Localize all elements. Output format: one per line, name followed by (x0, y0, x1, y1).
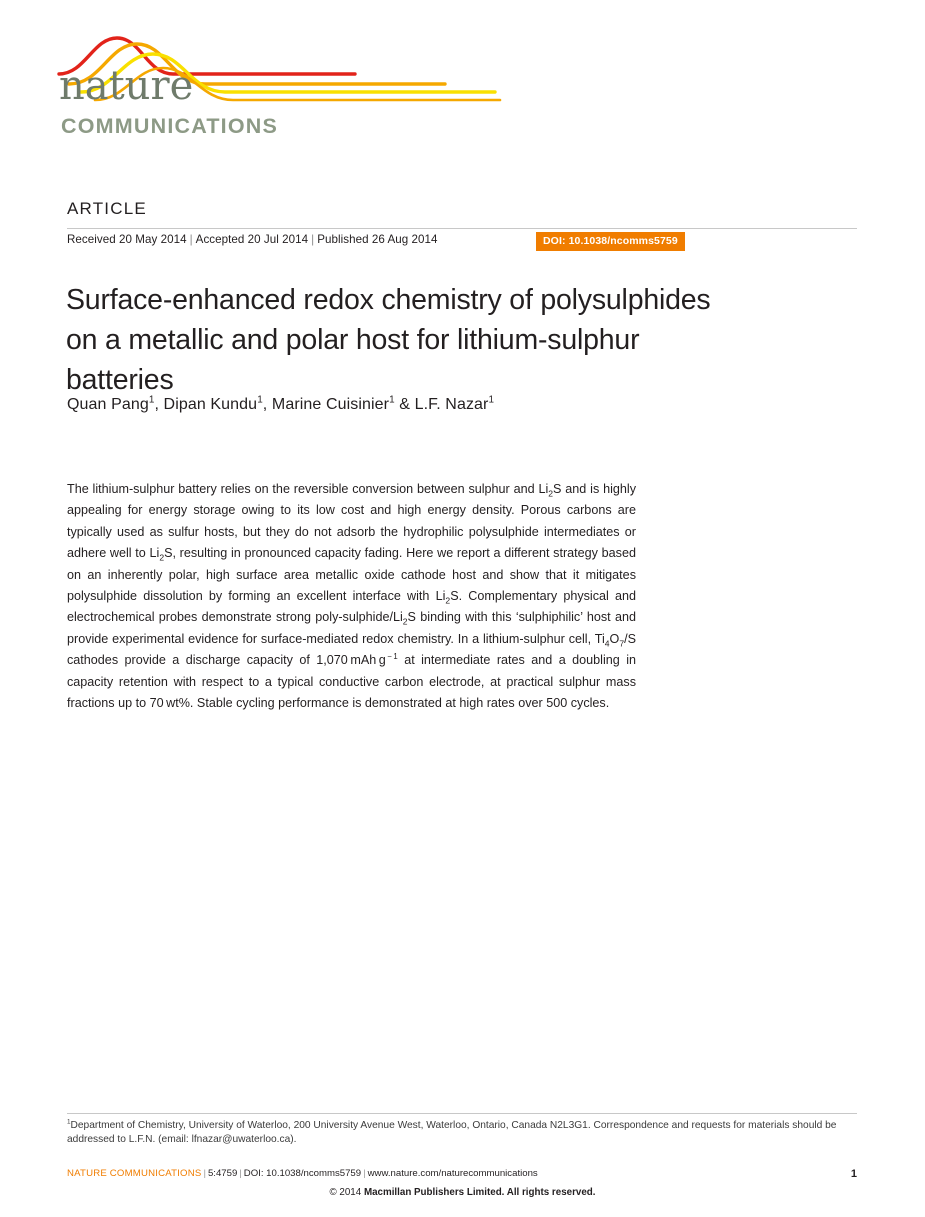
copyright-prefix: © 2014 (329, 1187, 364, 1198)
header-divider (67, 228, 857, 229)
copyright-notice (0, 1187, 925, 1198)
footer-divider (67, 1113, 857, 1114)
journal-name: nature (59, 63, 194, 109)
footer-journal-name: NATURE COMMUNICATIONS (67, 1168, 202, 1179)
journal-logo (55, 28, 515, 138)
footer-separator-1: | (203, 1168, 206, 1179)
doi-badge[interactable]: DOI: 10.1038/ncomms5759 (536, 232, 685, 251)
title-line-1: Surface-enhanced redox chemistry of polysulphides (66, 284, 711, 317)
footer-citation (67, 1168, 857, 1179)
page-title (66, 280, 866, 400)
title-line-2: on a metallic and polar host for lithium-sulphur (66, 324, 640, 357)
received-date: Received 20 May 2014 (67, 233, 187, 246)
author-list: Quan Pang$^1$, Dipan Kundu$^1$, Marine Cuisinier$^1$ & L.F. Nazar$^1$ (67, 394, 495, 413)
abstract-text: The lithium-sulphur battery relies on the reversible conversion between sulphur and $Li_2S$ and is highly appealing for energy storage owing to its low cost and high energy density. Porous carbons are typically used as sulfur hosts, but they do not adsorb the hydrophilic polysulphide intermediates or adhere well to $Li_2S$, resulting in pronounced capacity fading. Here we report a different strategy based on an inherently polar, high surface area metallic oxide cathode host and show that it mitigates polysulphide dissolution by forming an excellent interface with $Li_2S$. Complementary physical and electrochemical probes demonstrate strong poly-$sulphide/Li_2S$ binding with this ‘sulphiphilic’ host and provide experimental evidence for surface-mediated redox chemistry. In a lithium-sulphur cell, $Ti_4O_7/S$ cathodes provide a discharge capacity of 1,070 mAh g $^{- 1}$ at intermediate rates and a doubling in capacity retention with respect to a typical conductive carbon electrode, at practical sulphur mass fractions up to 70 wt%. Stable cycling performance is demonstrated at high rates over 500 cycles. (67, 482, 637, 711)
footer-separator-3: | (363, 1168, 366, 1179)
published-date: Published 26 Aug 2014 (317, 233, 438, 246)
footer-volume: 5:4759 (207, 1168, 238, 1179)
affiliation-note: $^1$Department of Chemistry, University of Waterloo, 200 University Avenue West, Waterloo, Ontario, Canada N2L3G1. Correspondence and requests for materials should be addressed to L.F.N. (email: lfnazar@uwaterloo.ca). (67, 1118, 837, 1145)
copyright-holder: Macmillan Publishers Limited. All rights reserved. (363, 1187, 596, 1198)
footer-separator-2: | (239, 1168, 242, 1179)
history-separator-1: | (189, 233, 193, 246)
title-line-3: batteries (66, 364, 174, 397)
footer-doi: DOI: 10.1038/ncomms5759 (243, 1168, 362, 1179)
publication-history (67, 233, 438, 246)
accepted-date: Accepted 20 Jul 2014 (195, 233, 309, 246)
journal-subtitle: COMMUNICATIONS (61, 114, 279, 138)
page-number: 1 (850, 1168, 857, 1180)
article-type-label: ARTICLE (67, 199, 147, 218)
history-separator-2: | (311, 233, 315, 246)
footer-url[interactable]: www.nature.com/naturecommunications (367, 1168, 538, 1179)
